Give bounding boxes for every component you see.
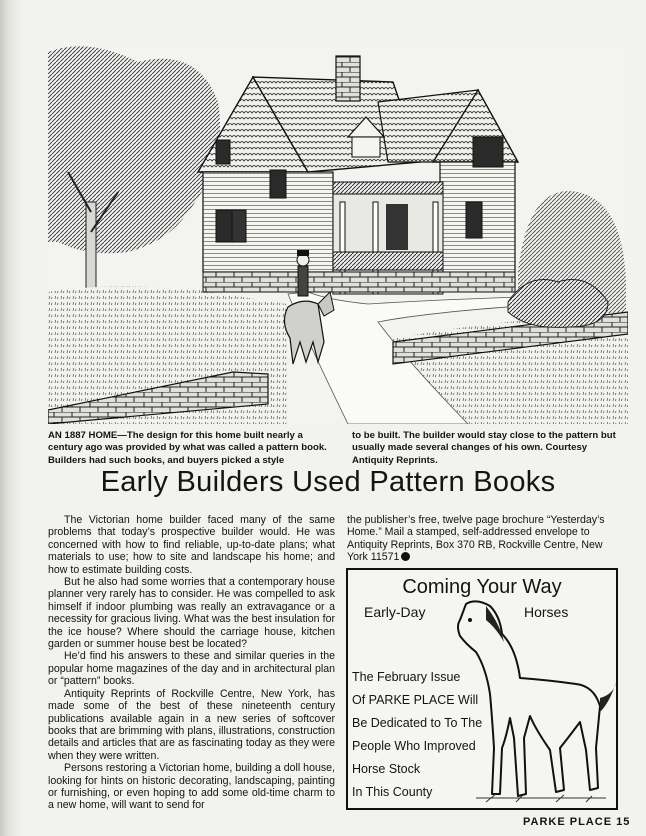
ad-title: Coming Your Way <box>402 576 562 598</box>
article-right-text: the publisher’s free, twelve page brochure “Yesterday’s Home.” Mail a stamped, self-addressed envelope to Antiquity Reprints, Box 370 RB, Rockville Centre, New York 11571 <box>347 514 605 564</box>
article-paragraph: Persons restoring a Victorian home, building a doll house, looking for hints on historic decorating, landscaping, painting or furnishing, or even hoping to add some old-time charm to a new home, will want to send for <box>48 762 335 812</box>
photo-caption-right: to be built. The builder would stay close to the pattern but usually made several changes of his own. Courtesy Antiquity Reprints. <box>352 430 616 466</box>
page-footer: PARKE PLACE 15 <box>523 816 631 828</box>
ad-subtitle-right: Horses <box>524 604 569 620</box>
ad-line: Horse Stock <box>352 762 421 776</box>
ad-line: Of PARKE PLACE Will <box>352 693 479 707</box>
article-column-right <box>347 514 615 564</box>
article-paragraph-continued <box>347 514 615 564</box>
article-paragraph: The Victorian home builder faced many of the same problems that today’s prospective builder would. He was concerned with how to find reliable, up-to-date plans; what materials to use; how to site and landscape his home; and how to estimate building costs. <box>48 514 335 576</box>
ad-line: People Who Improved <box>352 739 476 753</box>
page-binding-edge <box>0 0 22 836</box>
photo-caption-left: AN 1887 HOME—The design for this home built nearly a century ago was provided by what was called a pattern book. Builders had such books, and buyers picked a style <box>48 430 327 466</box>
article-paragraph: But he also had some worries that a contemporary house planner very rarely has to consider. He was compelled to ask himself if indoor plumbing was really an extravagance or a necessity for gracious living. What was the best insulation for the ice house? Where should the carriage house, kitchen garden or summer house best be located? <box>48 576 335 651</box>
coming-your-way-ad <box>346 568 618 810</box>
ad-line: The February Issue <box>352 670 461 684</box>
article-paragraph: Antiquity Reprints of Rockville Centre, New York, has made some of the best of these nineteenth century publications available again in a new series of softcover books that are brimming with plans, illustrations, construction details and articles that are as fascinating today as they were when they were written. <box>48 687 335 762</box>
ad-line: Be Dedicated to To The <box>352 716 483 730</box>
article-headline: Early Builders Used Pattern Books <box>100 466 556 498</box>
end-mark-icon <box>401 552 410 561</box>
ad-subtitle-left: Early-Day <box>364 604 426 620</box>
house-illustration <box>48 42 628 424</box>
ad-line: In This County <box>352 785 433 799</box>
article-paragraph: He’d find his answers to these and similar queries in the popular home magazines of the day and in architectural plan or “pattern” books. <box>48 650 335 688</box>
article-column-left <box>48 514 335 812</box>
ad-text-lines <box>352 666 482 804</box>
